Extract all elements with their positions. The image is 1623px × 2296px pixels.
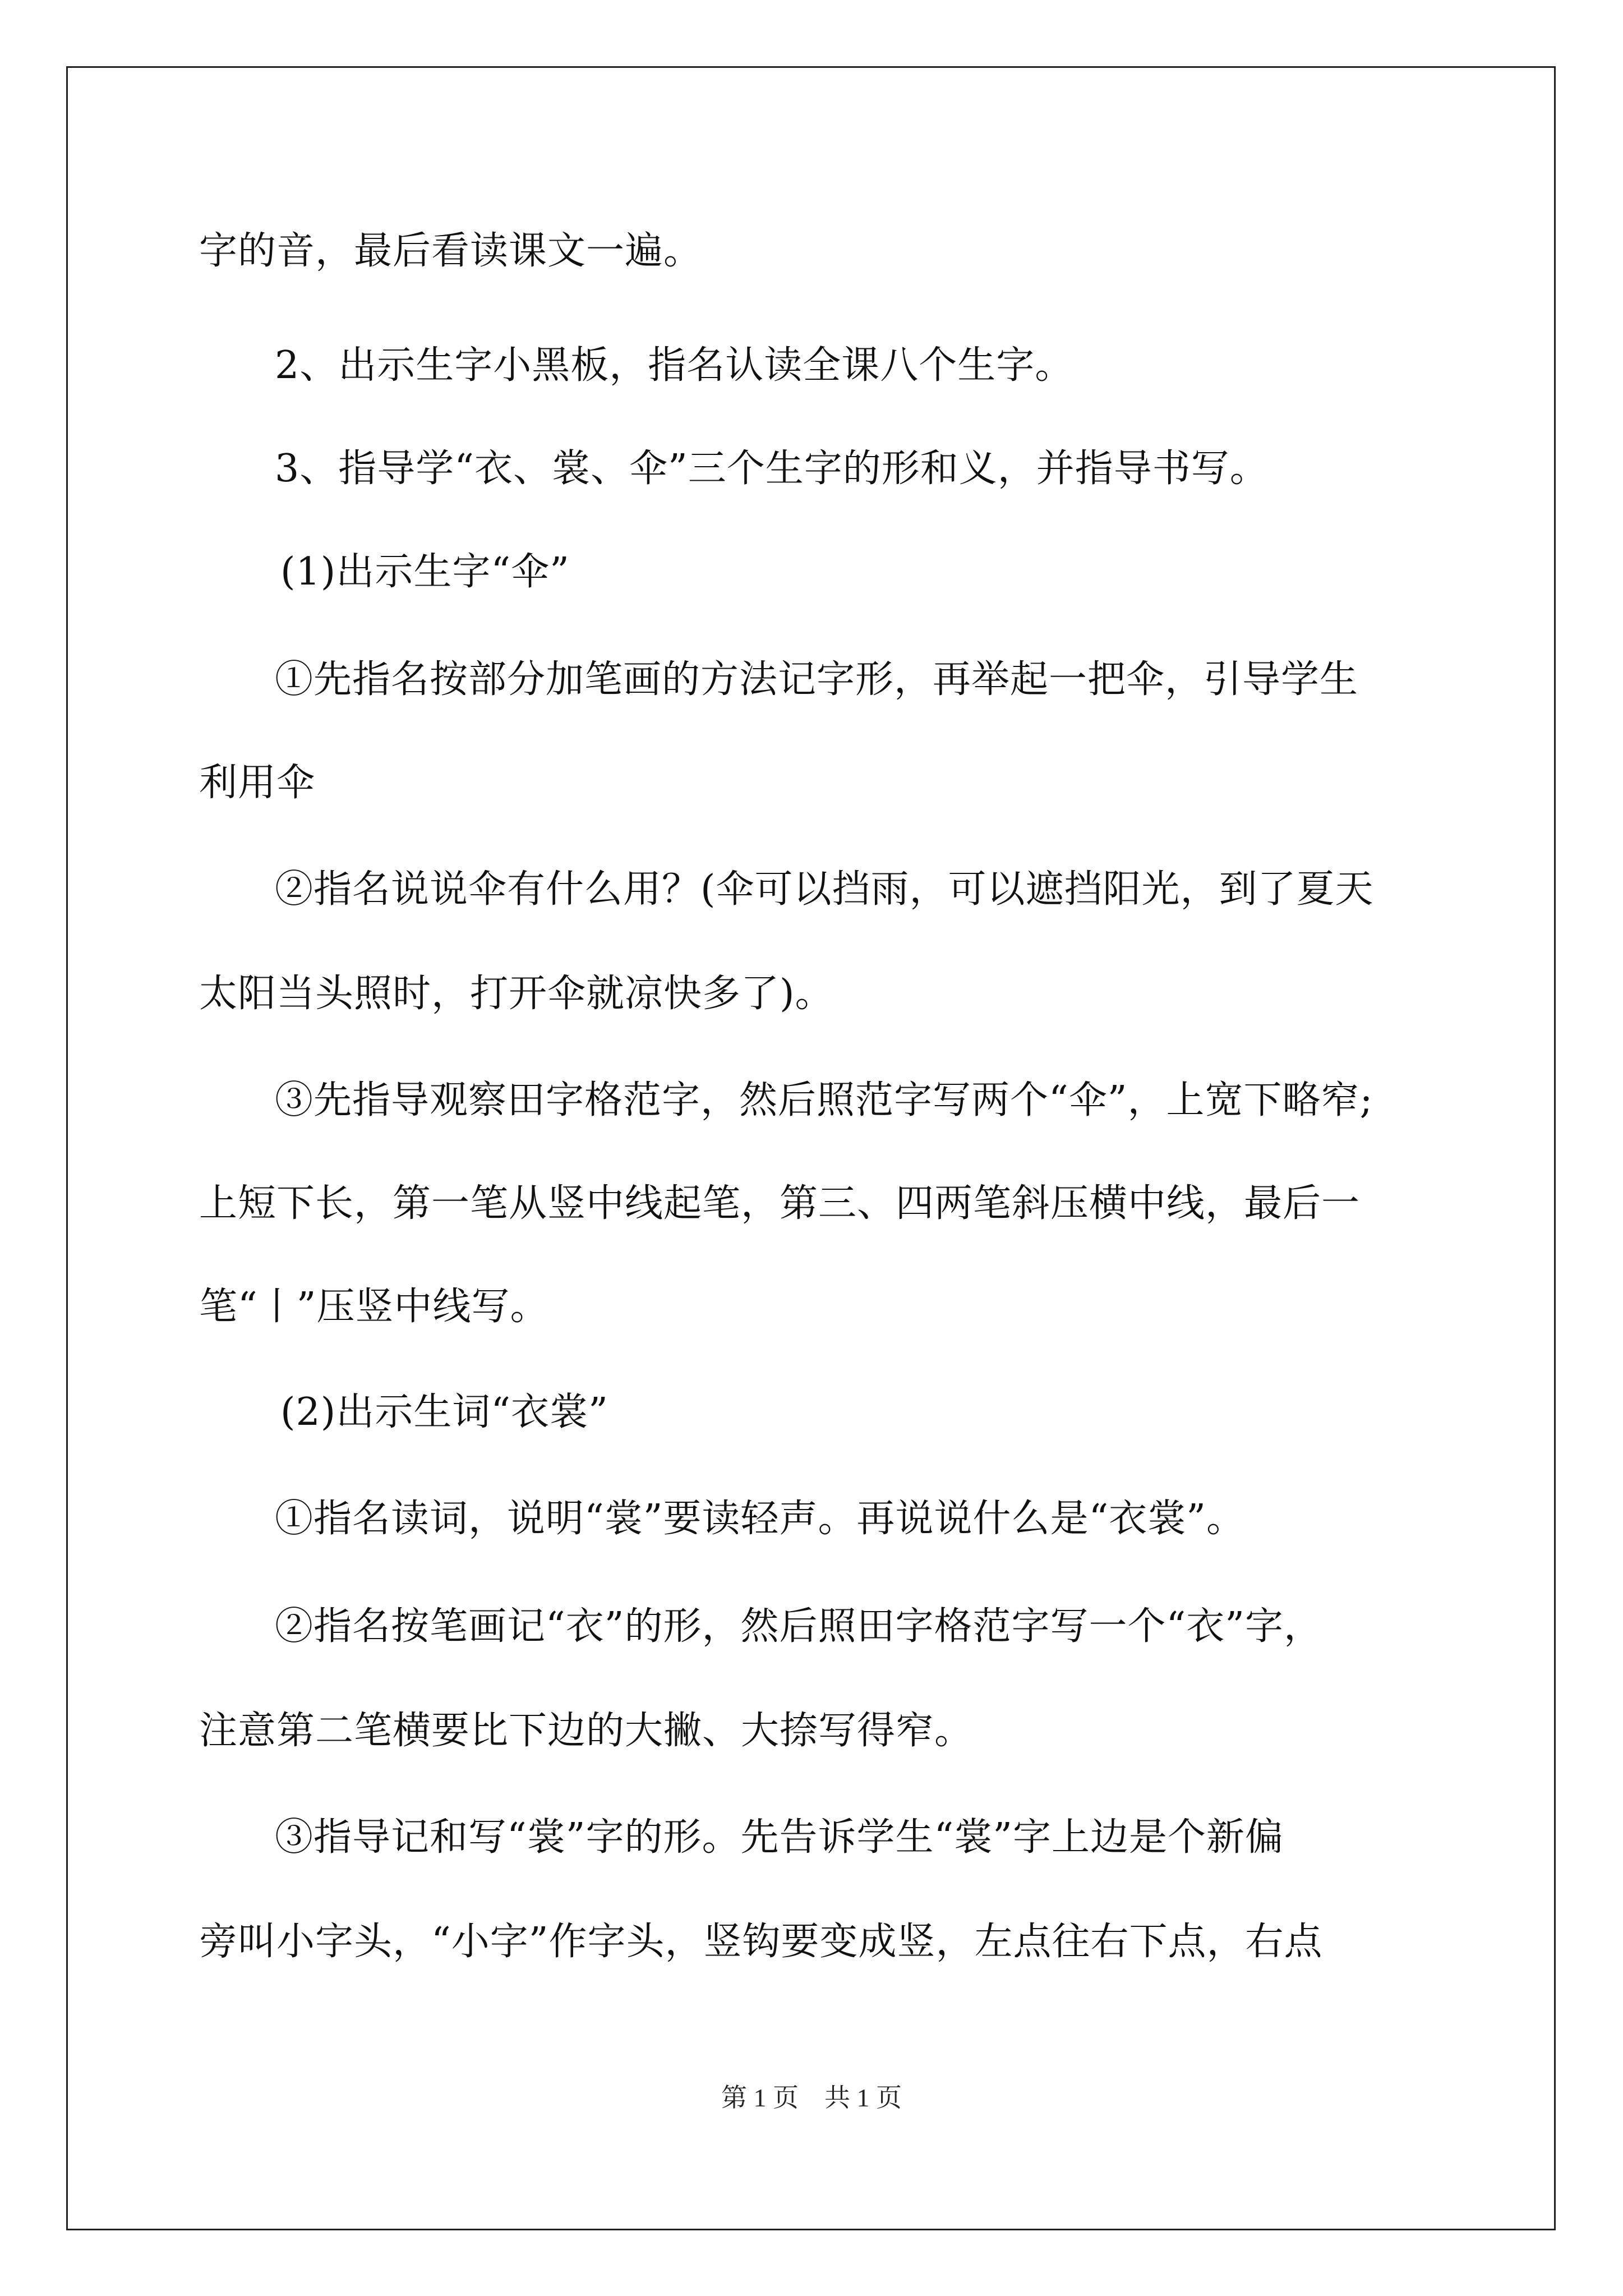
text-line: ①指名读词，说明“裳”要读轻声。再说说什么是“衣裳”。 (275, 1497, 1246, 1541)
text-line: 注意第二笔横要比下边的大撇、大捺写得窄。 (199, 1709, 974, 1753)
page-number: 第 1 页 共 1 页 (721, 2083, 902, 2112)
page-border (66, 66, 1556, 2230)
text-line: 上短下长，第一笔从竖中线起笔，第三、四两笔斜压横中线，最后一 (199, 1181, 1361, 1226)
text-line: 旁叫小字头，“小字”作字头，竖钩要变成竖，左点往右下点，右点 (199, 1920, 1323, 1964)
text-line: 字的音，最后看读课文一遍。 (199, 229, 703, 273)
text-line: (1)出示生字“伞” (280, 550, 570, 594)
text-line: 利用伞 (199, 761, 316, 805)
text-line: ③先指导观察田字格范字，然后照范字写两个“伞”，上宽下略窄; (275, 1078, 1373, 1122)
text-line: 太阳当头照时，打开伞就凉快多了)。 (199, 972, 834, 1016)
text-line: ③指导记和写“裳”字的形。先告诉学生“裳”字上边是个新偏 (275, 1815, 1284, 1860)
text-line: 笔“丨”压竖中线写。 (199, 1285, 549, 1329)
text-line: ②指名说说伞有什么用？(伞可以挡雨，可以遮挡阳光，到了夏天 (275, 867, 1374, 912)
text-line: (2)出示生词“衣裳” (280, 1390, 608, 1434)
text-line: 3、指导学“衣、裳、伞”三个生字的形和义，并指导书写。 (275, 447, 1269, 491)
text-line: ②指名按笔画记“衣”的形，然后照田字格范字写一个“衣”字， (275, 1604, 1323, 1649)
text-line: 2、出示生字小黑板，指名认读全课八个生字。 (275, 343, 1074, 388)
text-line: ①先指名按部分加笔画的方法记字形，再举起一把伞，引导学生 (275, 657, 1359, 702)
